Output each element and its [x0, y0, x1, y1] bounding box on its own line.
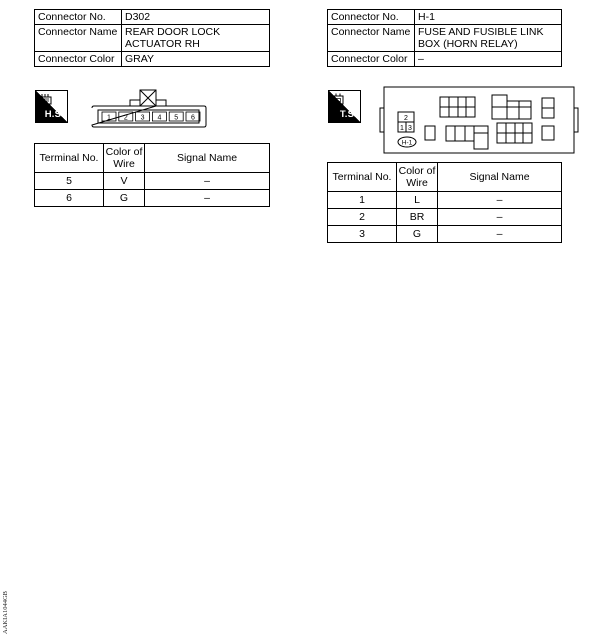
figure-code: AAKIA1044GB: [2, 591, 9, 634]
pin-number: 6: [191, 114, 195, 122]
col-color-line2: Wire: [406, 177, 428, 189]
left-terminal-table: [34, 143, 270, 207]
col-color-line1: Color of: [398, 165, 436, 177]
connector-color-row: [35, 52, 270, 67]
relay-pin-label: 2: [404, 115, 408, 122]
signal-cell: –: [145, 190, 270, 207]
connector-no-row: [328, 10, 562, 25]
connector-color-label: Connector Color: [328, 52, 415, 67]
fuse-slot: [425, 126, 435, 140]
connector-icon: [39, 93, 53, 105]
relay-block-top-middle: [492, 95, 531, 119]
connector-color-label: Connector Color: [35, 52, 122, 67]
wire-color-cell: BR: [397, 209, 438, 226]
signal-cell: –: [438, 192, 562, 209]
table-row: [35, 190, 270, 207]
terminal-cell: 3: [328, 226, 397, 243]
harness-side-label: H.S.: [44, 109, 64, 120]
connector-color-value: GRAY: [122, 52, 270, 67]
terminal-icon: [332, 93, 346, 105]
right-terminal-table: [327, 162, 562, 243]
relay-block-bottom-middle: [446, 126, 488, 149]
connector-color-row: [328, 52, 562, 67]
wire-color-cell: G: [397, 226, 438, 243]
harness-side-badge: [35, 90, 68, 123]
connector-name-value: [415, 25, 562, 52]
wire-color-cell: V: [104, 173, 145, 190]
connector-no-label: Connector No.: [328, 10, 415, 25]
fuse-box-diagram: [375, 86, 585, 156]
table-row: [328, 192, 562, 209]
connector-name-row: [35, 25, 270, 52]
connector-name-label: Connector Name: [35, 25, 122, 52]
col-terminal-no: Terminal No.: [35, 144, 104, 173]
relay-block-bottom-right: [497, 123, 532, 143]
terminal-cell: 5: [35, 173, 104, 190]
table-row: [328, 209, 562, 226]
connector-color-value: –: [415, 52, 562, 67]
connector-name-label: Connector Name: [328, 25, 415, 52]
relay-pin-label: 1: [400, 125, 404, 132]
table-row: [328, 226, 562, 243]
signal-cell: –: [438, 226, 562, 243]
pin-number: 4: [157, 114, 162, 122]
col-terminal-no: Terminal No.: [328, 163, 397, 192]
signal-cell: –: [438, 209, 562, 226]
pin-number: 2: [123, 114, 128, 122]
left-mount-tab: [380, 108, 384, 132]
col-color-of-wire: [104, 144, 145, 173]
col-signal-name: Signal Name: [438, 163, 562, 192]
table-header-row: [328, 163, 562, 192]
relay-block-top-right: [542, 98, 554, 118]
relay-pin-label: 3: [408, 125, 412, 132]
table-header-row: [35, 144, 270, 173]
col-color-line1: Color of: [105, 146, 143, 158]
terminal-cell: 6: [35, 190, 104, 207]
connector-name-value: [122, 25, 270, 52]
col-color-of-wire: [397, 163, 438, 192]
pin-number: 5: [174, 114, 179, 122]
relay-tag-label: H-1: [401, 139, 413, 147]
fuse-slot: [542, 126, 554, 140]
terminal-cell: 2: [328, 209, 397, 226]
connector-name-line2: BOX (HORN RELAY): [418, 38, 518, 50]
connector-name-row: [328, 25, 562, 52]
connector-no-value: D302: [122, 10, 270, 25]
col-signal-name: Signal Name: [145, 144, 270, 173]
right-connector-info-table: [327, 9, 562, 67]
terminal-cell: 1: [328, 192, 397, 209]
signal-cell: –: [145, 173, 270, 190]
right-mount-tab: [574, 108, 578, 132]
left-connector-diagram: [90, 88, 210, 130]
fuse-box-outline: [384, 87, 574, 153]
terminal-side-badge: [328, 90, 361, 123]
col-color-line2: Wire: [113, 158, 135, 170]
wire-color-cell: L: [397, 192, 438, 209]
relay-block-top-left: [440, 97, 475, 117]
wire-color-cell: G: [104, 190, 145, 207]
terminal-side-label: T.S.: [339, 109, 357, 120]
left-connector-info-table: [34, 9, 270, 67]
connector-name-line2: ACTUATOR RH: [125, 38, 200, 50]
pin-number: 1: [107, 114, 111, 122]
connector-no-value: H-1: [415, 10, 562, 25]
pin-number: 3: [140, 114, 145, 122]
connector-name-line1: FUSE AND FUSIBLE LINK: [418, 26, 544, 38]
connector-name-line1: REAR DOOR LOCK: [125, 26, 221, 38]
connector-no-label: Connector No.: [35, 10, 122, 25]
table-row: [35, 173, 270, 190]
connector-no-row: [35, 10, 270, 25]
